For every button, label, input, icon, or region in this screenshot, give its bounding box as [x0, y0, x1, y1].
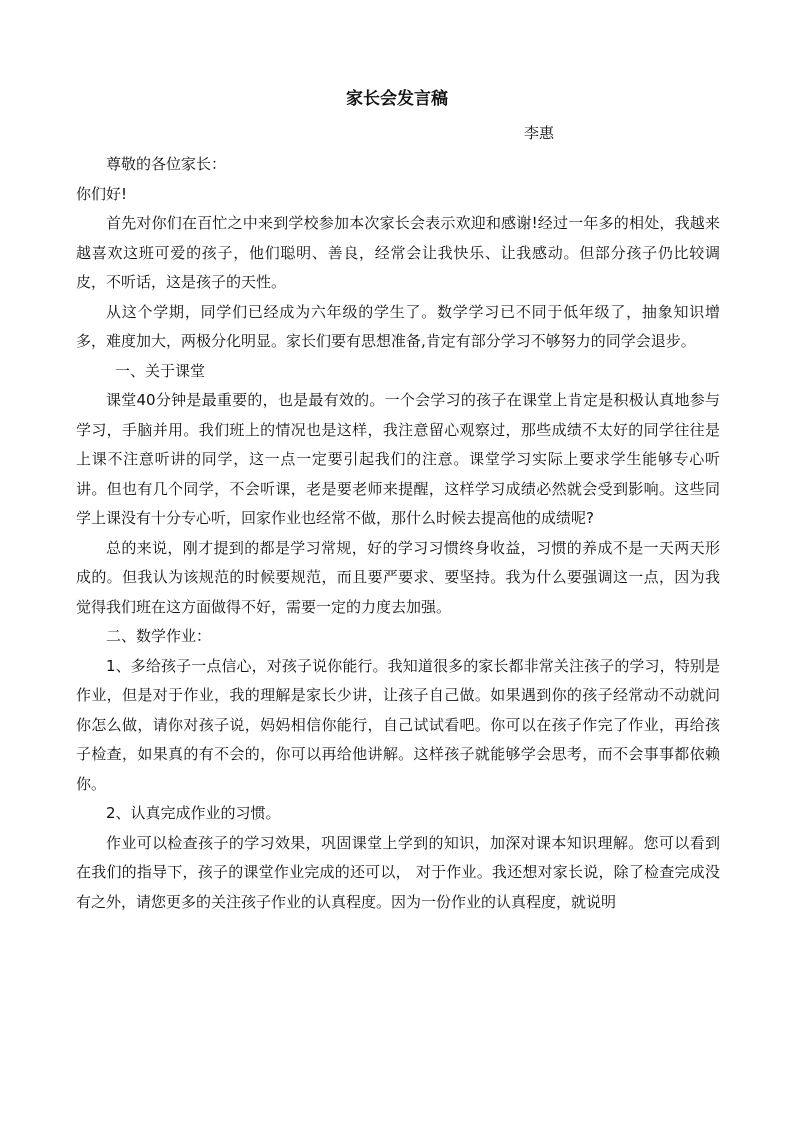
paragraph-semester: 从这个学期，同学们已经成为六年级的学生了。数学学习已不同于低年级了，抽象知识增多，难度加大，两极分化明显。家长们要有思想准备,肯定有部分学习不够努力的同学会退步。 — [76, 302, 720, 350]
section-heading-classroom: 一、关于课堂 — [115, 361, 206, 380]
section-heading-homework: 二、数学作业： — [106, 627, 212, 645]
paragraph-classroom: 课堂40分钟是最重要的，也是最有效的。一个会学习的孩子在课堂上肯定是积极认真地参与学习，手脑并用。我们班上的情况也是这样，我注意留心观察过，那些成绩不太好的同学往往是上课不注意听讲的同学，这一点一定要引起我们的注意。课堂学习实际上要求学生能够专心听讲。但也有几个同学，不会听课，老是要老师来提醒，这样学习成绩必然就会受到影响。这些同学上课没有十分专心听，回家作业也经常不做，那什么时候去提高他的成绩呢? — [76, 391, 720, 527]
document-body — [76, 150, 720, 917]
author-name: 李惠 — [524, 124, 555, 142]
paragraph-habits: 总的来说，刚才提到的都是学习常规，好的学习习惯终身收益，习惯的养成不是一天两天形成的。但我认为该规范的时候要规范，而且要严要求、要坚持。我为什么要强调这一点，因为我觉得我们班在这方面做得不好，需要一定的力度去加强。 — [76, 538, 720, 616]
salutation: 尊敬的各位家长： — [106, 155, 227, 173]
subheading-homework-habit: 2、认真完成作业的习惯。 — [106, 804, 281, 822]
paragraph-welcome: 首先对你们在百忙之中来到学校参加本次家长会表示欢迎和感谢!经过一年多的相处，我越来越喜欢这班可爱的孩子，他们聪明、善良，经常会让我快乐、让我感动。但部分孩子仍比较调皮，不听话，这是孩子的天性。 — [76, 214, 720, 291]
paragraph-homework-check: 作业可以检查孩子的学习效果，巩固课堂上学到的知识，加深对课本知识理解。您可以看到在我们的指导下，孩子的课堂作业完成的还可以， 对于作业。我还想对家长说，除了检查完成没有之外，请您更多的关注孩子作业的认真程度。因为一份作业的认真程度，就说明 — [76, 833, 720, 911]
greeting: 你们好! — [76, 184, 128, 203]
document-title: 家长会发言稿 — [346, 89, 448, 109]
paragraph-confidence: 1、多给孩子一点信心，对孩子说你能行。我知道很多的家长都非常关注孩子的学习，特别是作业，但是对于作业，我的理解是家长少讲，让孩子自己做。如果遇到你的孩子经常动不动就问你怎么做，请你对孩子说，妈妈相信你能行，自己试试看吧。你可以在孩子作完了作业，再给孩子检查，如果真的有不会的，你可以再给他讲解。这样孩子就能够学会思考，而不会事事都依赖你。 — [76, 656, 720, 793]
